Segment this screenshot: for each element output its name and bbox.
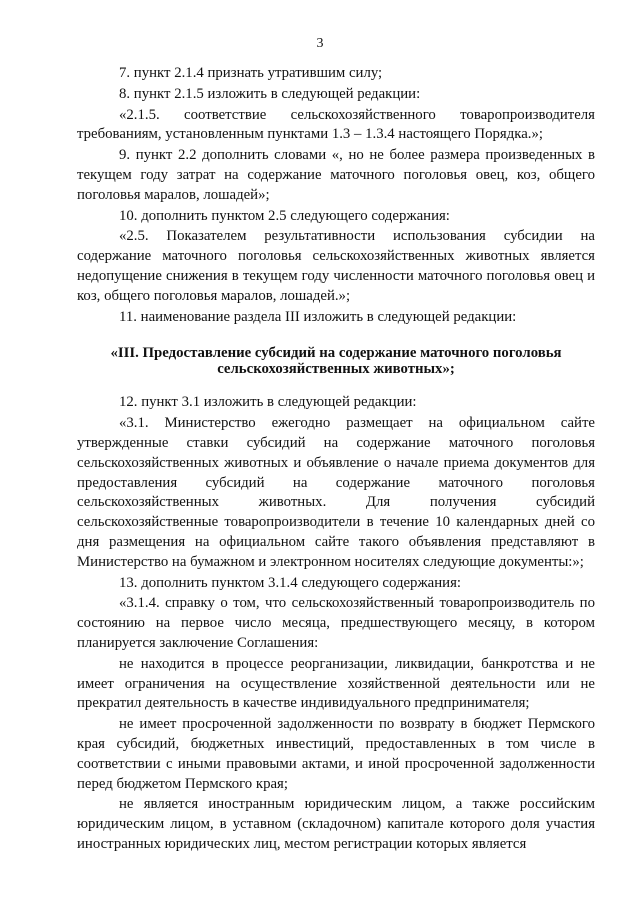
paragraph-quote-2-1-5: «2.1.5. соответствие сельскохозяйственного товаропроизводителя требованиям, установленным пунктами 1.3 – 1.3.4 настоящего Порядка.»; (77, 106, 595, 143)
page-number: 3 (316, 36, 324, 51)
paragraph-item-9: 9. пункт 2.2 дополнить словами «, но не более размера произведенных в текущем году затрат на содержание маточного поголовья овец, коз, общего поголовья маралов, лошадей»; (77, 147, 595, 203)
paragraph-item-10: 10. дополнить пунктом 2.5 следующего содержания: (119, 207, 450, 224)
paragraph-quote-3-1-4: «3.1.4. справку о том, что сельскохозяйственный товаропроизводитель по состоянию на первое число месяца, предшествующего месяцу, в котором планируется заключение Соглашения: (77, 595, 595, 651)
paragraph-item-7: 7. пункт 2.1.4 признать утратившим силу; (119, 65, 383, 81)
paragraph-condition-foreign: не является иностранным юридическим лицом, а также российским юридическим лицом, в уставном (складочном) капитале которого доля участия иностранных юридических лиц, местом регистрации которых является (77, 796, 595, 852)
paragraph-item-12: 12. пункт 3.1 изложить в следующей редакции: (119, 394, 417, 411)
paragraph-quote-2-5: «2.5. Показателем результативности использования субсидии на содержание маточного поголовья сельскохозяйственных животных является недопущение снижения в текущем году численности маточного поголовья овец и коз, общего поголовья маралов, лошадей.»; (77, 228, 595, 304)
paragraph-item-13: 13. дополнить пунктом 3.1.4 следующего содержания: (119, 574, 461, 591)
document-body (77, 64, 595, 856)
paragraph-item-11: 11. наименование раздела III изложить в следующей редакции: (119, 308, 517, 325)
section-heading: «III. Предоставление субсидий на содержание маточного поголовья сельскохозяйственных животных»; (110, 345, 562, 378)
paragraph-condition-debt: не имеет просроченной задолженности по возврату в бюджет Пермского края субсидий, бюджетных инвестиций, предоставленных в том числе в соответствии с иными правовыми актами, и иной просроченной задолженности перед бюджетом Пермского края; (77, 716, 595, 792)
paragraph-item-8: 8. пункт 2.1.5 изложить в следующей редакции: (119, 85, 421, 102)
paragraph-condition-reorganization: не находится в процессе реорганизации, ликвидации, банкротства и не имеет ограничения на осуществление хозяйственной деятельности или не прекратил деятельность в качестве индивидуального предпринимателя; (77, 655, 595, 712)
paragraph-quote-3-1: «3.1. Министерство ежегодно размещает на официальном сайте утвержденные ставки субсидий на содержание маточного поголовья сельскохозяйственных животных и объявление о начале приема документов для предоставления субсидий на содержание маточного поголовья сельскохозяйственных животных. Для получения субсидий сельскохозяйственные товаропроизводители в течение 10 календарных дней со дня размещения на официальном сайте такого объявления представляют в Министерство на бумажном и электронном носителях следующие документы:»; (77, 415, 595, 570)
